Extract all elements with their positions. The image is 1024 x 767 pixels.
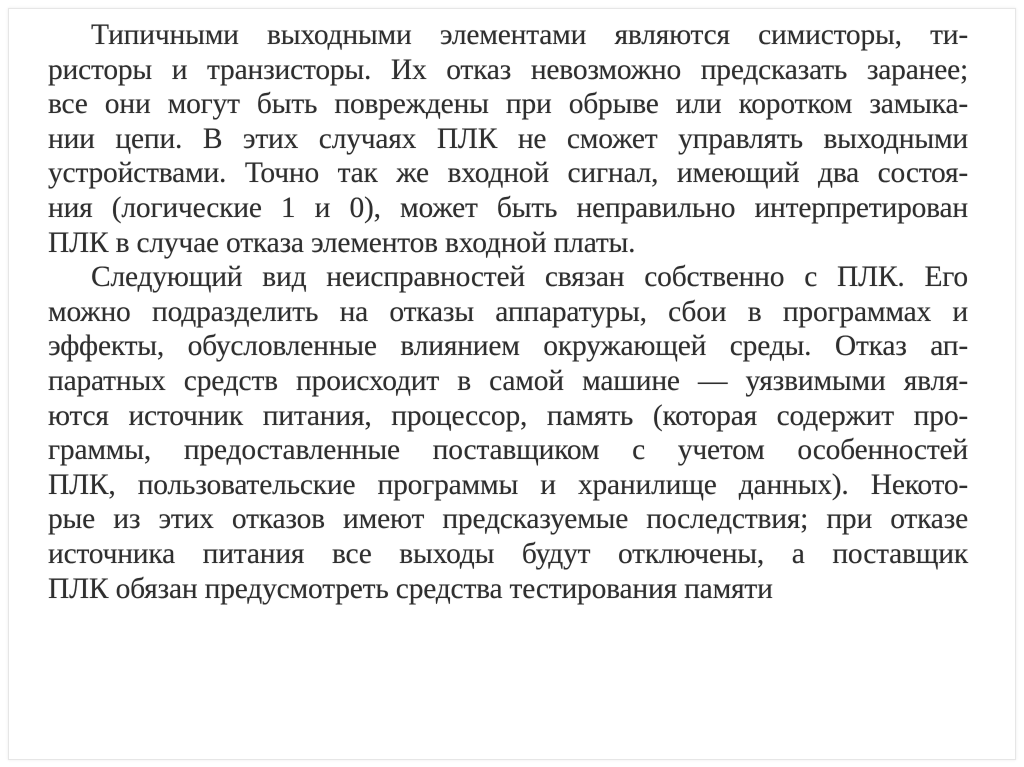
text-line: ПЛК обязан предусмотреть средства тестирования памяти — [48, 572, 773, 605]
paragraph-2 — [48, 260, 968, 606]
text-line: эффекты, обусловленные влиянием окружающей среды. Отказ ап- — [48, 330, 968, 363]
text-line: устройствами. Точно так же входной сигнал, имеющий два состоя- — [48, 157, 968, 190]
text-line: можно подразделить на отказы аппаратуры, сбои в программах и — [48, 295, 968, 328]
text-line: ния (логические 1 и 0), может быть неправильно интерпретирован — [48, 191, 968, 224]
text-line: паратных средств происходит в самой машине — уязвимыми явля- — [48, 364, 968, 397]
text-line: источника питания все выходы будут отключены, а поставщик — [48, 537, 968, 570]
text-line: рые из этих отказов имеют предсказуемые последствия; при отказе — [48, 503, 968, 536]
text-line: нии цепи. В этих случаях ПЛК не сможет управлять выходными — [48, 122, 968, 155]
text-line: все они могут быть повреждены при обрыве или коротком замыка- — [48, 88, 968, 121]
text-line: Следующий вид неисправностей связан собственно с ПЛК. Его — [91, 261, 968, 294]
text-line: ются источник питания, процессор, память (которая содержит про- — [48, 399, 968, 432]
scanned-text-page — [48, 18, 968, 606]
text-line: Типичными выходными элементами являются симисторы, ти- — [91, 19, 968, 51]
text-line: ПЛК, пользовательские программы и хранилище данных). Некото- — [48, 468, 968, 501]
paragraph-1 — [48, 18, 968, 260]
text-line: граммы, предоставленные поставщиком с учетом особенностей — [48, 434, 968, 467]
text-line: ПЛК в случае отказа элементов входной платы. — [48, 226, 636, 259]
text-line: ристоры и транзисторы. Их отказ невозможно предсказать заранее; — [48, 53, 968, 86]
